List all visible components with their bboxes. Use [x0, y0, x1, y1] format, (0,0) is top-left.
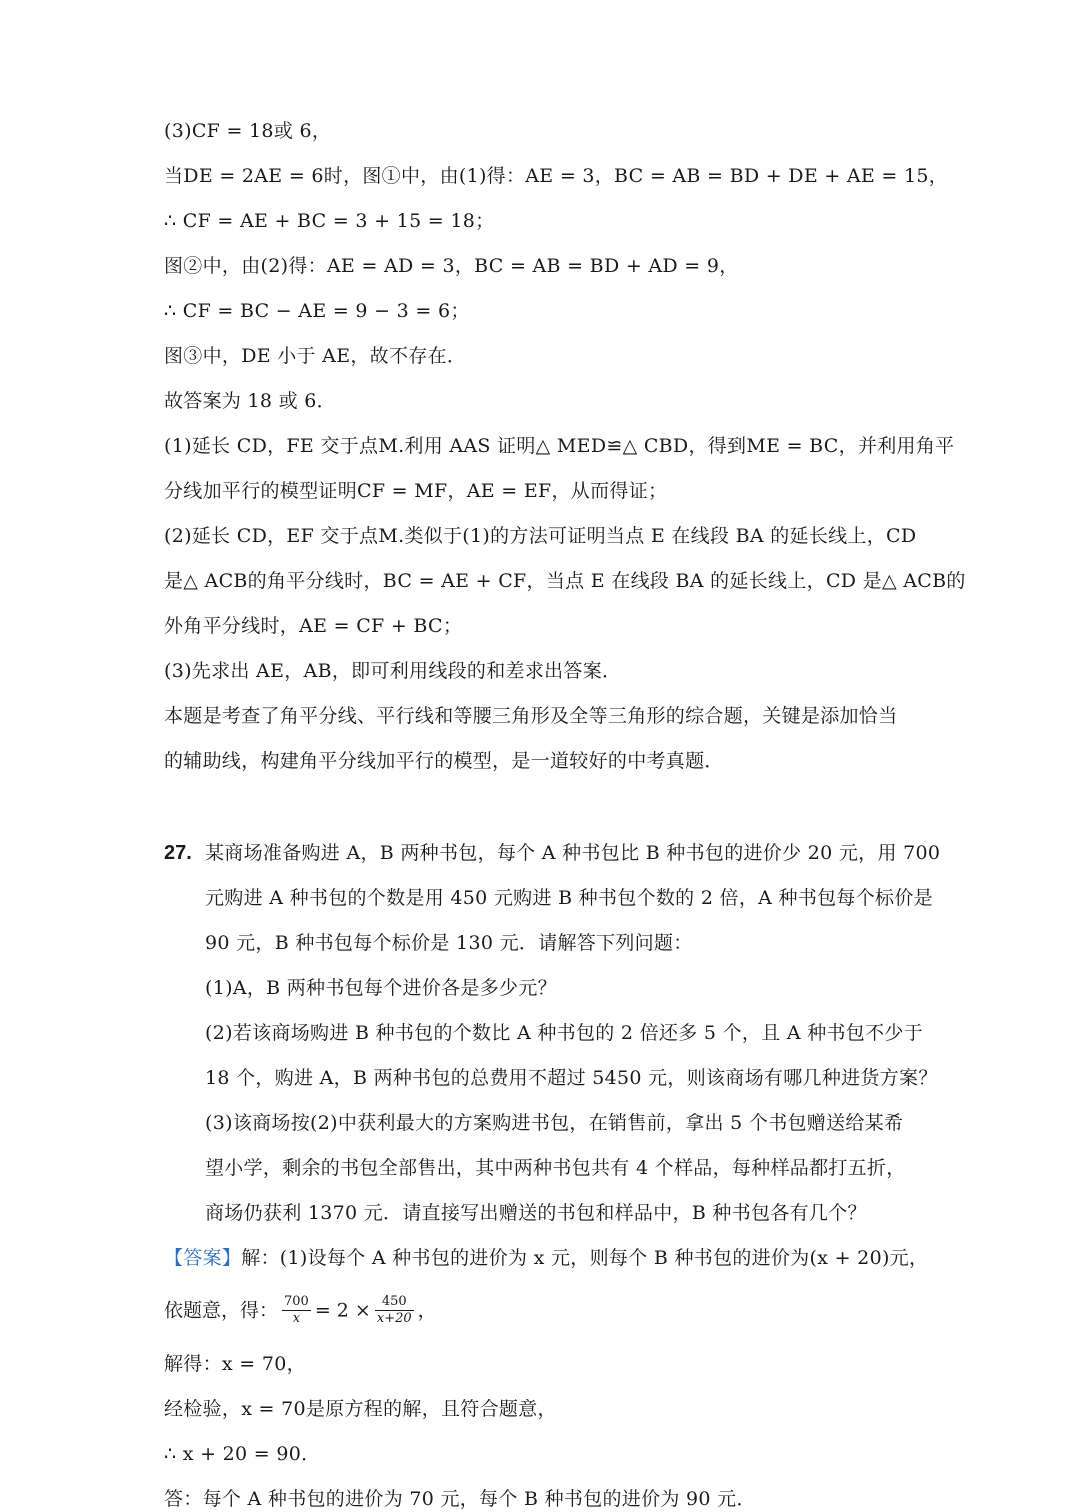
- solution-line-3: ∴ CF = AE + BC = 3 + 15 = 18；: [164, 210, 495, 232]
- question-part-2-line-2: 18 个，购进 A，B 两种书包的总费用不超过 5450 元，则该商场有哪几种进货方案？: [205, 1067, 938, 1089]
- solution-line-7: 故答案为 18 或 6．: [164, 390, 336, 412]
- question-part-2-line-1: (2)若该商场购进 B 种书包的个数比 A 种书包的 2 倍还多 5 个，且 A 种书包不少于: [205, 1022, 923, 1044]
- solution-line-6: 图③中，DE 小于 AE，故不存在．: [164, 345, 467, 367]
- analysis-line-8: 的辅助线，构建角平分线加平行的模型，是一道较好的中考真题．: [164, 750, 724, 772]
- answer-line-1-text: 解：(1)设每个 A 种书包的进价为 x 元，则每个 B 种书包的进价为(x + 20)元，: [241, 1247, 929, 1269]
- answer-line-3: 解得：x = 70，: [164, 1353, 306, 1375]
- question-line-3: 90 元，B 种书包每个标价是 130 元．请解答下列问题：: [205, 932, 693, 954]
- analysis-line-7: 本题是考查了角平分线、平行线和等腰三角形及全等三角形的综合题，关键是添加恰当: [164, 705, 898, 727]
- analysis-line-5: 外角平分线时，AE = CF + BC；: [164, 615, 463, 637]
- answer-line-1: [164, 1245, 928, 1271]
- analysis-line-3: (2)延长 CD，EF 交于点M.类似于(1)的方法可证明当点 E 在线段 BA 的延长线上，CD: [164, 525, 917, 547]
- analysis-line-6: (3)先求出 AE，AB，即可利用线段的和差求出答案．: [164, 660, 622, 682]
- analysis-line-2: 分线加平行的模型证明CF = MF，AE = EF，从而得证；: [164, 480, 668, 502]
- fraction-450-over-x-plus-20: [375, 1294, 414, 1327]
- question-line-2: 元购进 A 种书包的个数是用 450 元购进 B 种书包个数的 2 倍，A 种书包每个标价是: [205, 887, 933, 909]
- equation-suffix: ，: [417, 1299, 437, 1322]
- answer-line-5: ∴ x + 20 = 90．: [164, 1443, 321, 1465]
- equation-middle: = 2 ×: [314, 1299, 371, 1322]
- solution-line-1: (3)CF = 18或 6，: [164, 120, 332, 142]
- question-number: 27.: [164, 842, 192, 864]
- fraction-denominator: x+20: [376, 1311, 412, 1326]
- answer-line-6: 答：每个 A 种书包的进价为 70 元，每个 B 种书包的进价为 90 元．: [164, 1488, 756, 1510]
- answer-line-4: 经检验，x = 70是原方程的解，且符合题意，: [164, 1398, 557, 1420]
- analysis-line-1: (1)延长 CD，FE 交于点M.利用 AAS 证明△ MED≌△ CBD，得到ME = BC，并利用角平: [164, 435, 955, 457]
- fraction-numerator: 450: [375, 1294, 414, 1311]
- question-part-3-line-3: 商场仍获利 1370 元．请直接写出赠送的书包和样品中，B 种书包各有几个？: [205, 1202, 867, 1224]
- analysis-line-4: 是△ ACB的角平分线时，BC = AE + CF，当点 E 在线段 BA 的延长线上，CD 是△ ACB的: [164, 570, 966, 592]
- solution-line-4: 图②中，由(2)得：AE = AD = 3，BC = AB = BD + AD = 9，: [164, 255, 739, 277]
- answer-tag: 【答案】: [164, 1247, 242, 1269]
- solution-line-2: 当DE = 2AE = 6时，图①中，由(1)得：AE = 3，BC = AB = BD + DE + AE = 15，: [164, 165, 949, 187]
- question-part-3-line-1: (3)该商场按(2)中获利最大的方案购进书包，在销售前，拿出 5 个书包赠送给某希: [205, 1112, 904, 1134]
- question-part-1: (1)A，B 两种书包每个进价各是多少元？: [205, 977, 557, 999]
- question-part-3-line-2: 望小学，剩余的书包全部售出，其中两种书包共有 4 个样品，每种样品都打五折，: [205, 1157, 906, 1179]
- fraction-denominator: x: [292, 1311, 301, 1326]
- fraction-700-over-x: [282, 1294, 311, 1327]
- question-line-1: 某商场准备购进 A，B 两种书包，每个 A 种书包比 B 种书包的进价少 20 元，用 700: [205, 842, 941, 864]
- answer-equation-line: [164, 1294, 437, 1327]
- equation-prefix: 依题意，得：: [164, 1299, 279, 1322]
- solution-line-5: ∴ CF = BC − AE = 9 − 3 = 6；: [164, 300, 470, 322]
- fraction-numerator: 700: [284, 1294, 309, 1309]
